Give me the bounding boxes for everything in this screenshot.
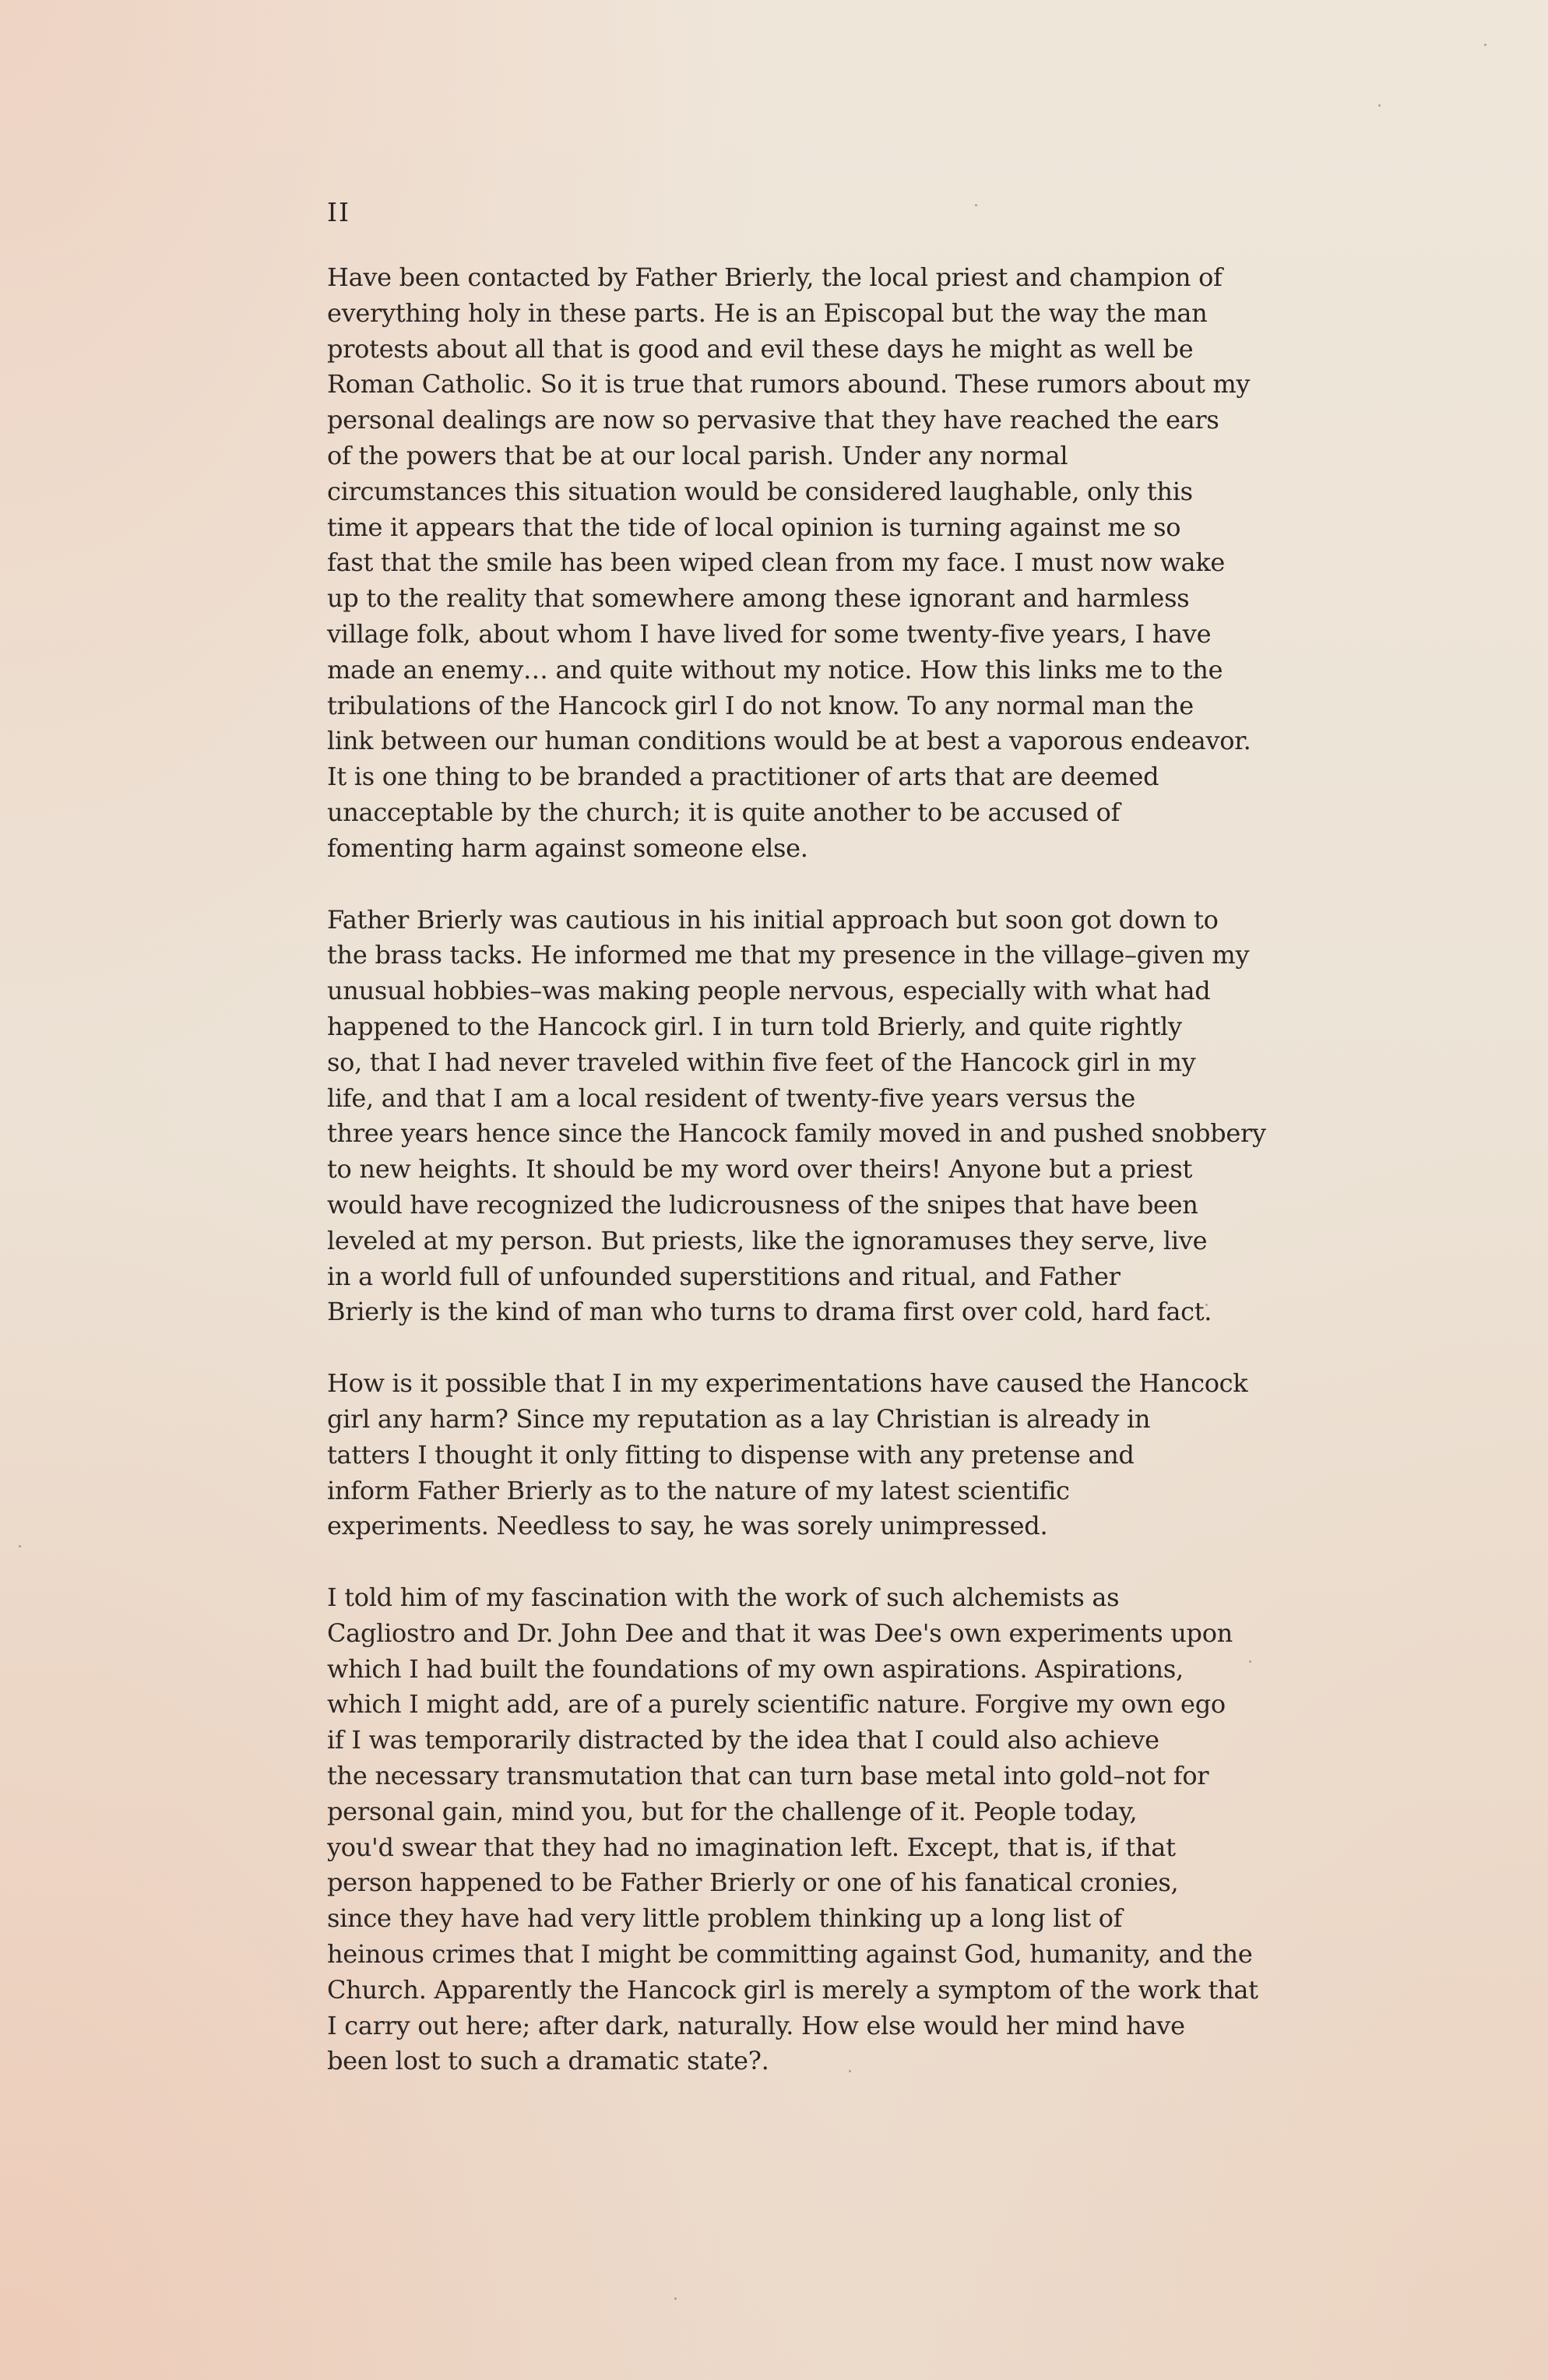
text-line: so, that I had never traveled within five feet of the Hancock girl in my — [327, 1047, 1196, 1077]
paragraph-3 — [327, 1366, 1248, 1544]
text-line: since they have had very little problem thinking up a long list of — [327, 1903, 1123, 1934]
text-line: link between our human conditions would be at best a vaporous endeavor. — [327, 726, 1251, 756]
paper-speck — [1484, 44, 1486, 46]
text-line: tribulations of the Hancock girl I do not know. To any normal man the — [327, 690, 1194, 720]
text-line: heinous crimes that I might be committing against God, humanity, and the — [327, 1939, 1253, 1970]
text-line: circumstances this situation would be considered laughable, only this — [327, 476, 1193, 506]
paragraph-1 — [327, 260, 1251, 867]
text-line: fomenting harm against someone else. — [327, 833, 808, 863]
text-line: fast that the smile has been wiped clean from my face. I must now wake — [327, 547, 1226, 578]
text-line: tatters I thought it only fitting to dispense with any pretense and — [327, 1439, 1135, 1470]
text-line: happened to the Hancock girl. I in turn told Brierly, and quite rightly — [327, 1011, 1182, 1041]
text-line: three years hence since the Hancock family moved in and pushed snobbery — [327, 1118, 1266, 1149]
text-line: I carry out here; after dark, naturally. How else would her mind have — [327, 2010, 1185, 2040]
paper-speck — [1156, 1212, 1158, 1214]
text-line: leveled at my person. But priests, like the ignoramuses they serve, live — [327, 1225, 1208, 1255]
text-line: been lost to such a dramatic state?. — [327, 2046, 769, 2076]
text-line: unacceptable by the church; it is quite another to be accused of — [327, 797, 1121, 827]
paper-speck — [674, 2297, 677, 2300]
text-line: How is it possible that I in my experimentations have caused the Hancock — [327, 1368, 1248, 1399]
text-line: would have recognized the ludicrousness of the snipes that have been — [327, 1189, 1198, 1220]
text-line: which I had built the foundations of my own aspirations. Aspirations, — [327, 1653, 1184, 1684]
text-line: person happened to be Father Brierly or one of his fanatical cronies, — [327, 1868, 1179, 1898]
text-line: personal gain, mind you, but for the challenge of it. People today, — [327, 1796, 1138, 1826]
text-line: experiments. Needless to say, he was sorely unimpressed. — [327, 1511, 1048, 1541]
text-line: you'd swear that they had no imagination left. Except, that is, if that — [327, 1832, 1176, 1862]
text-line: which I might add, are of a purely scientific nature. Forgive my own ego — [327, 1689, 1226, 1720]
text-line: personal dealings are now so pervasive that they have reached the ears — [327, 405, 1219, 435]
text-line: the brass tacks. He informed me that my presence in the village–given my — [327, 940, 1250, 970]
text-line: to new heights. It should be my word over theirs! Anyone but a priest — [327, 1154, 1193, 1185]
paper-speck — [849, 2070, 851, 2072]
text-line: village folk, about whom I have lived for some twenty-five years, I have — [327, 618, 1212, 649]
paper-speck — [1205, 1304, 1208, 1306]
text-line: of the powers that be at our local parish. Under any normal — [327, 440, 1068, 470]
text-line: Father Brierly was cautious in his initial approach but soon got down to — [327, 904, 1219, 935]
text-line: Have been contacted by Father Brierly, the local priest and champion of — [327, 262, 1223, 292]
text-line: in a world full of unfounded superstitions and ritual, and Father — [327, 1261, 1121, 1291]
paragraph-2 — [327, 903, 1266, 1331]
text-line: life, and that I am a local resident of twenty-five years versus the — [327, 1083, 1136, 1113]
text-line: It is one thing to be branded a practitioner of arts that are deemed — [327, 762, 1159, 792]
text-line: made an enemy… and quite without my notice. How this links me to the — [327, 654, 1223, 685]
text-line: Cagliostro and Dr. John Dee and that it was Dee's own experiments upon — [327, 1618, 1233, 1648]
text-line: Church. Apparently the Hancock girl is merely a symptom of the work that — [327, 1974, 1258, 2005]
text-line: Roman Catholic. So it is true that rumors abound. These rumors about my — [327, 369, 1251, 400]
text-line: if I was temporarily distracted by the idea that I could also achieve — [327, 1725, 1159, 1755]
text-line: girl any harm? Since my reputation as a lay Christian is already in — [327, 1403, 1151, 1434]
paper-speck — [1378, 104, 1381, 107]
text-line: unusual hobbies–was making people nervous, especially with what had — [327, 976, 1211, 1006]
paper-speck — [1249, 1660, 1251, 1663]
text-line: everything holy in these parts. He is an Episcopal but the way the man — [327, 298, 1208, 328]
text-line: the necessary transmutation that can turn base metal into gold–not for — [327, 1761, 1209, 1791]
text-line: inform Father Brierly as to the nature of my latest scientific — [327, 1475, 1070, 1505]
text-line: time it appears that the tide of local opinion is turning against me so — [327, 512, 1181, 542]
page-content — [327, 195, 1266, 2115]
text-line: protests about all that is good and evil these days he might as well be — [327, 333, 1194, 364]
chapter-number: II — [327, 197, 351, 227]
text-line: up to the reality that somewhere among these ignorant and harmless — [327, 583, 1190, 614]
text-line: I told him of my fascination with the work of such alchemists as — [327, 1583, 1120, 1613]
paper-speck — [19, 1545, 21, 1547]
paragraph-4 — [327, 1580, 1258, 2079]
text-line: Brierly is the kind of man who turns to drama first over cold, hard fact. — [327, 1297, 1212, 1327]
paper-speck — [975, 204, 977, 206]
